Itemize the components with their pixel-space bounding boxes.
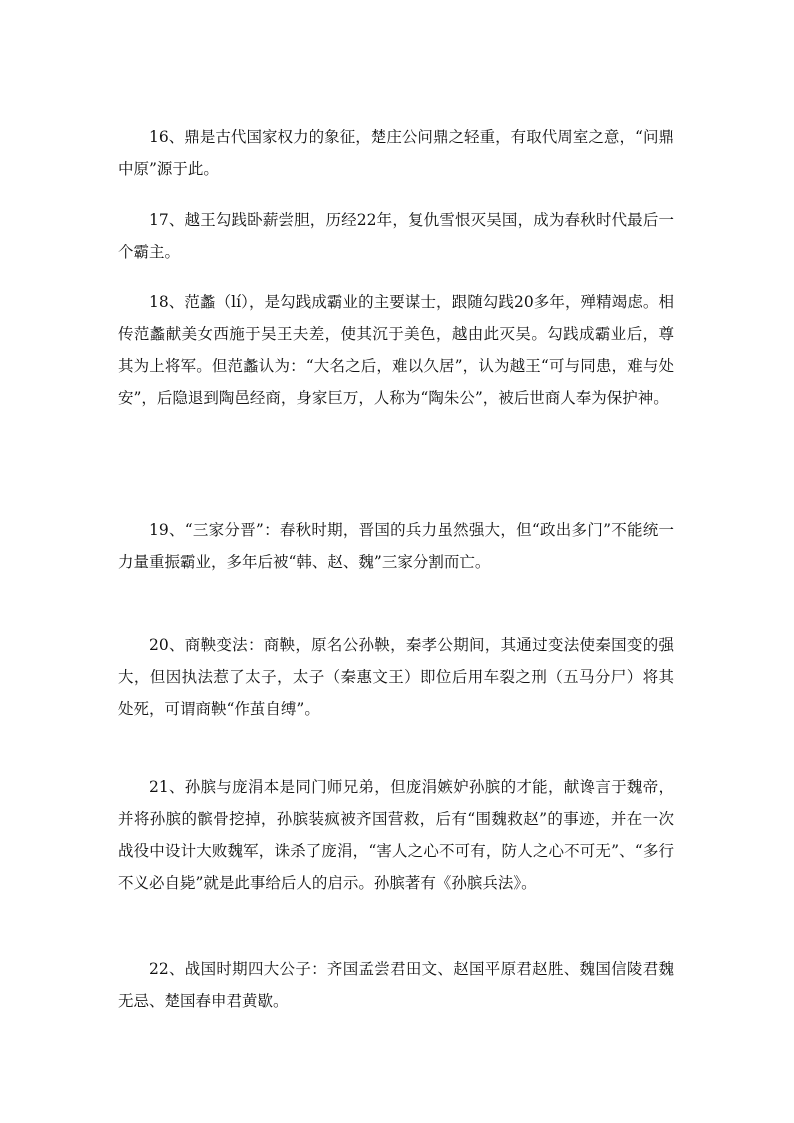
- paragraph-22: 22、战国时期四大公子：齐国孟尝君田文、赵国平原君赵胜、魏国信陵君魏无忌、楚国春申君黄歇。: [118, 960, 674, 1010]
- paragraph-21: 21、孙膑与庞涓本是同门师兄弟，但庞涓嫉妒孙膑的才能，献谗言于魏帝，并将孙膑的髌骨挖掉，孙膑装疯被齐国营救，后有“围魏救赵”的事迹，并在一次战役中设计大败魏军，诛杀了庞涓，“害人之心不可有，防人之心不可无”、“多行不义必自毙”就是此事给后人的启示。孙膑著有《孙膑兵法》。: [118, 778, 674, 892]
- paragraph-20: 20、商鞅变法：商鞅，原名公孙鞅，秦孝公期间，其通过变法使秦国变的强大，但因执法惹了太子，太子（秦惠文王）即位后用车裂之刑（五马分尸）将其处死，可谓商鞅“作茧自缚”。: [118, 636, 674, 718]
- paragraph-16: 16、鼎是古代国家权力的象征，楚庄公问鼎之轻重，有取代周室之意，“问鼎中原”源于此。: [118, 128, 674, 178]
- paragraph-19: 19、“三家分晋”：春秋时期，晋国的兵力虽然强大，但“政出多门”不能统一力量重振霸业，多年后被“韩、赵、魏”三家分割而亡。: [118, 521, 674, 571]
- paragraph-17: 17、越王勾践卧薪尝胆，历经22年，复仇雪恨灭吴国，成为春秋时代最后一个霸主。: [118, 211, 674, 261]
- paragraph-18: 18、范蠡（lí），是勾践成霸业的主要谋士，跟随勾践20多年，殚精竭虑。相传范蠡献美女西施于吴王夫差，使其沉于美色，越由此灭吴。勾践成霸业后，尊其为上将军。但范蠡认为：“大名之后，难以久居”，认为越王“可与同患，难与处安”，后隐退到陶邑经商，身家巨万，人称为“陶朱公”，被后世商人奉为保护神。: [118, 293, 674, 407]
